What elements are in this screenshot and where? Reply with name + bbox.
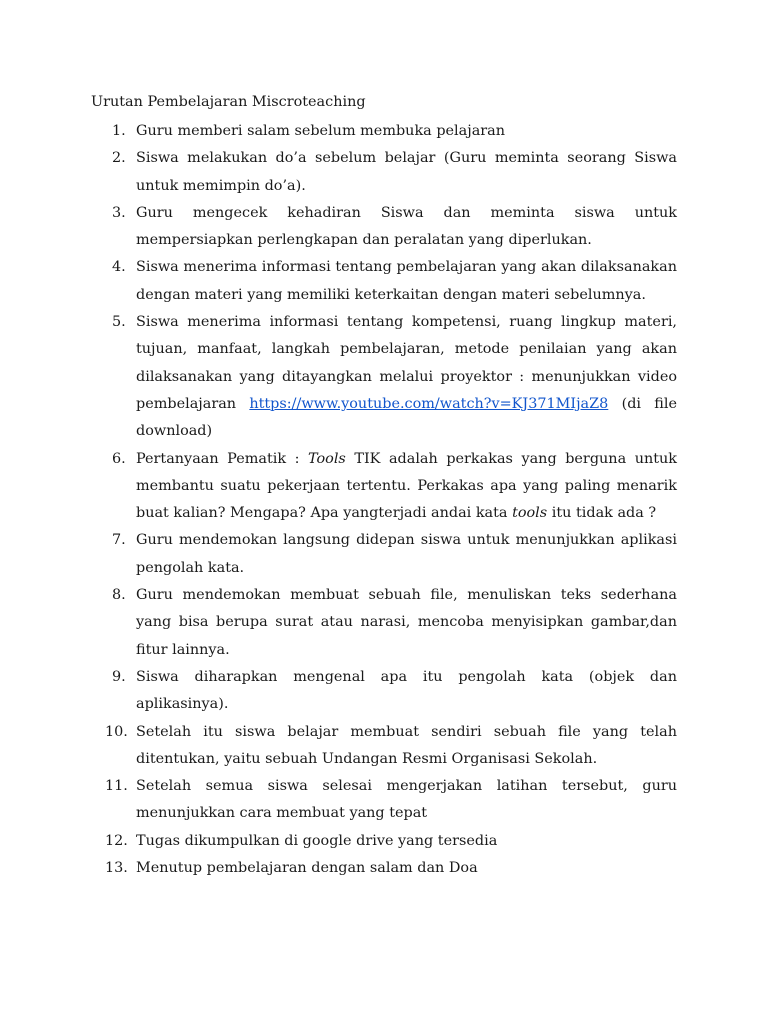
step-number: 11. xyxy=(105,778,128,795)
list-item xyxy=(91,309,677,445)
italic-term: tools xyxy=(512,505,548,522)
step-text: Guru memberi salam sebelum membuka pelajaran xyxy=(136,123,506,139)
list-item xyxy=(91,527,677,582)
step-number: 4. xyxy=(112,259,126,276)
step-text: Menutup pembelajaran dengan salam dan Doa xyxy=(136,860,478,877)
step-text: Guru mendemokan membuat sebuah file, menuliskan teks sederhana yang bisa berupa surat atau narasi, mencoba menyisipkan gambar,dan fitur lainnya. xyxy=(136,587,677,658)
step-text-suffix: (di file download) xyxy=(136,395,677,440)
list-item xyxy=(91,664,677,719)
step-number: 9. xyxy=(112,668,126,685)
list-item xyxy=(91,582,677,664)
step-number: 12. xyxy=(105,832,128,849)
step-text: Guru mendemokan langsung didepan siswa untuk menunjukkan aplikasi pengolah kata. xyxy=(136,532,677,576)
step-text: itu tidak ada ? xyxy=(547,505,657,522)
italic-term: Tools xyxy=(308,450,346,467)
step-number: 6. xyxy=(112,450,126,467)
step-number: 1. xyxy=(112,123,126,139)
step-text: Tugas dikumpulkan di google drive yang tersedia xyxy=(136,832,498,849)
step-number: 8. xyxy=(112,587,126,604)
list-item xyxy=(91,828,677,855)
step-text: Siswa melakukan do’a sebelum belajar (Guru meminta seorang Siswa untuk memimpin do’a). xyxy=(136,150,677,194)
step-text: Pertanyaan Pematik : xyxy=(136,450,309,467)
step-number: 5. xyxy=(112,314,126,331)
step-text: Setelah semua siswa selesai mengerjakan latihan tersebut, guru menunjukkan cara membuat yang tepat xyxy=(136,778,677,822)
list-item xyxy=(91,200,677,255)
step-text: TIK adalah perkakas yang berguna untuk membantu suatu pekerjaan tertentu. Perkakas apa yang paling menarik buat kalian? Mengapa? Apa yangterjadi andai kata xyxy=(136,450,678,522)
steps-list xyxy=(91,118,677,882)
step-number: 10. xyxy=(105,723,128,740)
list-item xyxy=(91,719,677,774)
step-text: Guru mengecek kehadiran Siswa dan meminta siswa untuk mempersiapkan perlengkapan dan peralatan yang diperlukan. xyxy=(136,204,677,249)
list-item xyxy=(91,254,677,309)
step-text: Siswa diharapkan mengenal apa itu pengolah kata (objek dan aplikasinya). xyxy=(136,668,677,713)
step-text: Siswa menerima informasi tentang pembelajaran yang akan dilaksanakan dengan materi yang memiliki keterkaitan dengan materi sebelumnya. xyxy=(136,259,677,303)
step-number: 2. xyxy=(112,150,126,167)
list-item xyxy=(91,773,677,828)
step-number: 3. xyxy=(112,204,126,221)
list-item xyxy=(91,855,677,882)
step-text: Siswa menerima informasi tentang kompetensi, ruang lingkup materi, tujuan, manfaat, langkah pembelajaran, metode penilaian yang akan dilaksanakan yang ditayangkan melalui proyektor : menunjukkan video pembelajaran xyxy=(136,314,677,412)
list-item xyxy=(91,145,677,200)
youtube-video-link[interactable]: https://www.youtube.com/watch?v=KJ371MIjaZ8 xyxy=(249,395,609,412)
list-item xyxy=(91,446,677,528)
step-number: 7. xyxy=(112,532,126,549)
step-text: Setelah itu siswa belajar membuat sendiri sebuah file yang telah ditentukan, yaitu sebuah Undangan Resmi Organisasi Sekolah. xyxy=(136,723,677,767)
document-title: Urutan Pembelajaran Miscroteaching xyxy=(91,94,366,110)
step-number: 13. xyxy=(105,860,128,877)
list-item xyxy=(91,118,677,145)
